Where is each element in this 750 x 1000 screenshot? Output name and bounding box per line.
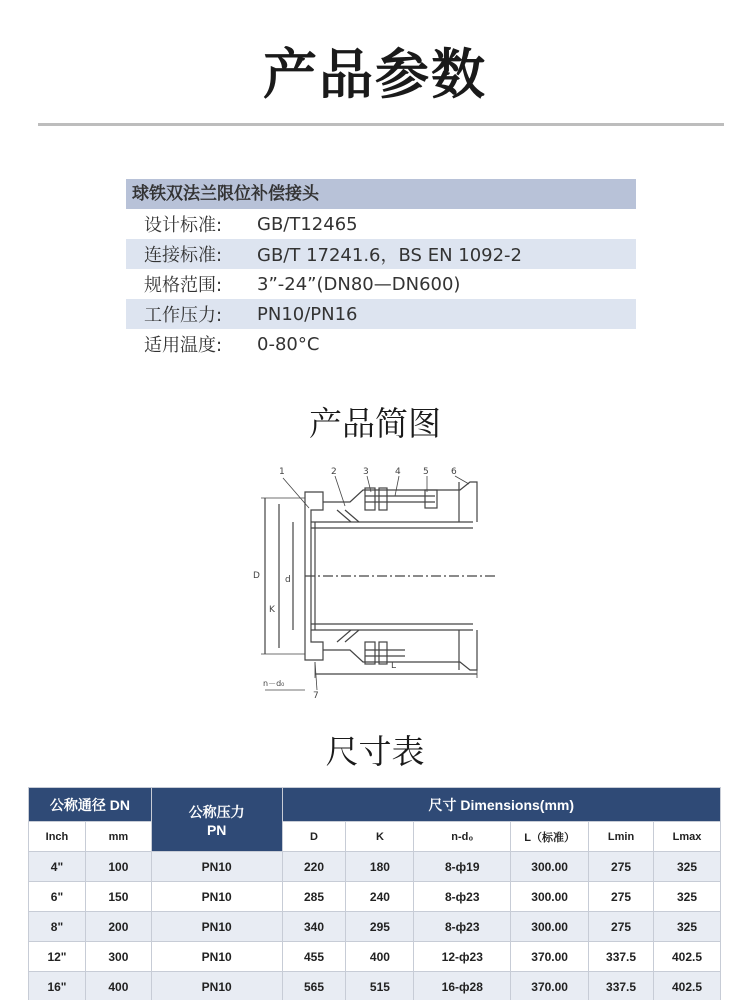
param-row-temperature	[126, 329, 636, 359]
dimension-l: L	[391, 661, 397, 671]
cell-l: 300.00	[511, 852, 589, 882]
subheader-inch: Inch	[29, 822, 86, 852]
table-row	[29, 882, 721, 912]
param-label: 工作压力:	[144, 305, 223, 326]
header-pn-line2: PN	[206, 821, 227, 838]
header-pn-line1: 公称压力	[188, 803, 245, 820]
cell-inch: 6"	[29, 882, 86, 912]
cell-mm: 400	[85, 972, 151, 1000]
header-dimensions: 尺寸 Dimensions(mm)	[282, 788, 720, 822]
dimension-d-inner: d	[285, 575, 291, 585]
cell-lmax: 402.5	[654, 972, 721, 1000]
param-label: 设计标准:	[144, 215, 223, 236]
param-row-design-standard	[126, 209, 636, 239]
subheader-l: L（标准）	[511, 822, 589, 852]
callout-4: 4	[395, 467, 401, 477]
callout-3: 3	[363, 467, 369, 477]
header-dn: 公称通径 DN	[29, 788, 152, 822]
param-value: PN10/PN16	[257, 303, 358, 325]
cell-pn: PN10	[151, 852, 282, 882]
cell-mm: 300	[85, 942, 151, 972]
subheader-lmin: Lmin	[589, 822, 654, 852]
dimension-d-outer: D	[253, 571, 260, 581]
table-section-title: 尺寸表	[325, 732, 425, 771]
subheader-d: D	[282, 822, 346, 852]
callout-2: 2	[331, 467, 337, 477]
cell-d: 220	[282, 852, 346, 882]
dimension-nd: n－d₀	[263, 679, 285, 688]
page-title: 产品参数	[263, 43, 487, 106]
param-value: 0-80°C	[257, 333, 320, 355]
title-divider	[38, 123, 724, 126]
param-row-size-range	[126, 269, 636, 299]
table-row	[29, 972, 721, 1000]
cell-nd: 8-ф23	[414, 912, 511, 942]
callout-1: 1	[279, 467, 285, 477]
cell-d: 340	[282, 912, 346, 942]
param-label: 规格范围:	[144, 275, 223, 296]
cell-d: 285	[282, 882, 346, 912]
dimension-table	[28, 787, 721, 1000]
cell-l: 370.00	[511, 972, 589, 1000]
cell-nd: 8-ф23	[414, 882, 511, 912]
product-diagram	[245, 462, 505, 702]
cell-lmax: 325	[654, 852, 721, 882]
cell-pn: PN10	[151, 912, 282, 942]
diagram-section-title: 产品简图	[309, 404, 441, 443]
param-row-working-pressure	[126, 299, 636, 329]
subheader-mm: mm	[85, 822, 151, 852]
cell-mm: 200	[85, 912, 151, 942]
cell-lmin: 275	[589, 882, 654, 912]
cell-pn: PN10	[151, 882, 282, 912]
cell-k: 515	[346, 972, 414, 1000]
table-row	[29, 912, 721, 942]
cell-pn: PN10	[151, 942, 282, 972]
table-row	[29, 942, 721, 972]
param-value: GB/T 17241.6，BS EN 1092-2	[257, 245, 523, 266]
cell-l: 300.00	[511, 912, 589, 942]
callout-6: 6	[451, 467, 457, 477]
header-pn	[151, 788, 282, 852]
cell-k: 180	[346, 852, 414, 882]
cell-pn: PN10	[151, 972, 282, 1000]
param-value: 3”-24”(DN80—DN600)	[257, 273, 461, 295]
cell-inch: 12"	[29, 942, 86, 972]
param-label: 适用温度:	[144, 335, 223, 356]
param-label: 连接标准:	[144, 245, 223, 266]
subheader-nd: n-d₀	[414, 822, 511, 852]
cell-mm: 100	[85, 852, 151, 882]
dimension-k: K	[269, 605, 275, 615]
param-value: GB/T12465	[257, 213, 358, 235]
subheader-k: K	[346, 822, 414, 852]
cell-lmax: 325	[654, 912, 721, 942]
cell-lmin: 337.5	[589, 942, 654, 972]
param-row-connection-standard	[126, 239, 636, 269]
cell-k: 295	[346, 912, 414, 942]
cell-k: 400	[346, 942, 414, 972]
cell-k: 240	[346, 882, 414, 912]
cell-lmin: 275	[589, 912, 654, 942]
cell-inch: 4"	[29, 852, 86, 882]
cell-l: 300.00	[511, 882, 589, 912]
cell-lmin: 337.5	[589, 972, 654, 1000]
cell-lmax: 402.5	[654, 942, 721, 972]
cell-nd: 8-ф19	[414, 852, 511, 882]
callout-5: 5	[423, 467, 429, 477]
cell-nd: 12-ф23	[414, 942, 511, 972]
cell-mm: 150	[85, 882, 151, 912]
cell-nd: 16-ф28	[414, 972, 511, 1000]
table-row	[29, 852, 721, 882]
cell-d: 565	[282, 972, 346, 1000]
parameter-table	[126, 179, 636, 359]
cell-inch: 16"	[29, 972, 86, 1000]
cell-l: 370.00	[511, 942, 589, 972]
product-name: 球铁双法兰限位补偿接头	[126, 179, 636, 209]
cell-inch: 8"	[29, 912, 86, 942]
subheader-lmax: Lmax	[654, 822, 721, 852]
cell-d: 455	[282, 942, 346, 972]
cell-lmin: 275	[589, 852, 654, 882]
callout-7: 7	[313, 691, 319, 701]
cell-lmax: 325	[654, 882, 721, 912]
